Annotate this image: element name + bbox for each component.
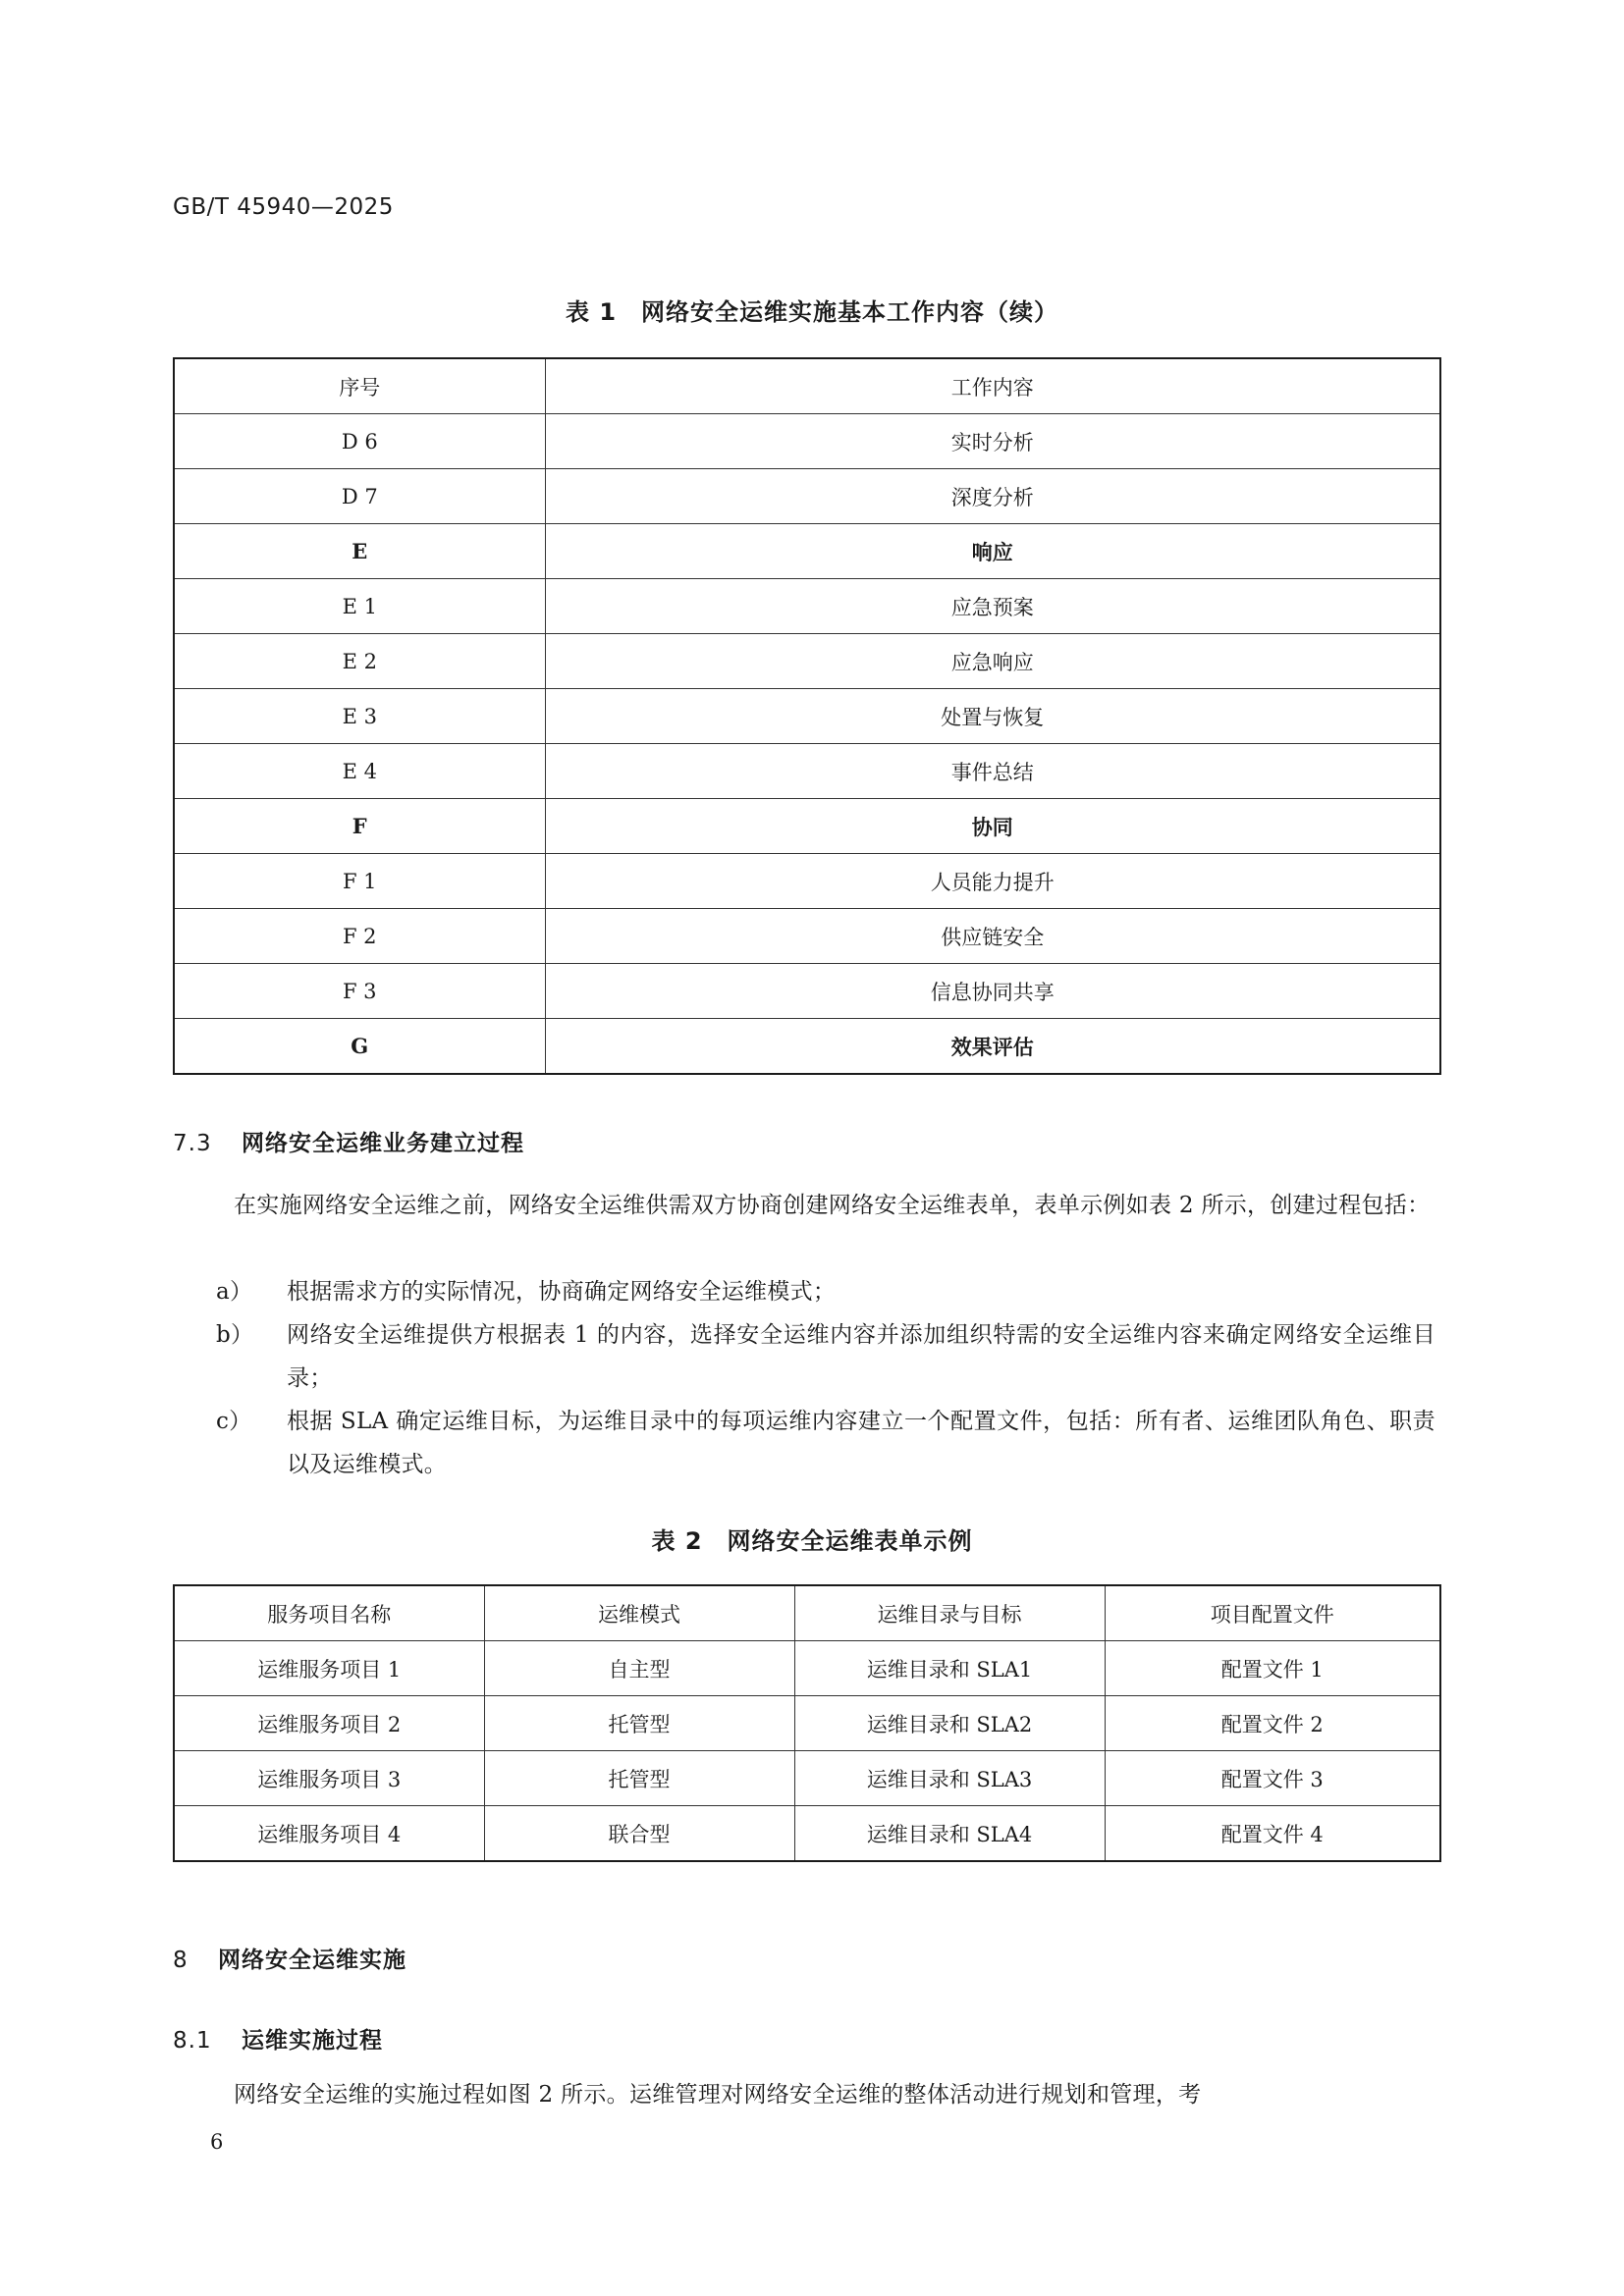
table-header-row [174,358,1440,414]
table-cell: F [174,799,545,854]
section-title: 运维实施过程 [242,2028,383,2054]
table-cell: E 1 [174,579,545,634]
table-row [174,1019,1440,1075]
table-row [174,689,1440,744]
section-title: 网络安全运维业务建立过程 [242,1131,524,1156]
table-cell: E 4 [174,744,545,799]
table-cell: 联合型 [484,1806,794,1862]
table-row [174,1806,1440,1862]
table1 [173,357,1441,1075]
table-cell: 供应链安全 [545,909,1440,964]
standard-number: GB/T 45940—2025 [173,194,394,220]
table-cell: 配置文件 3 [1105,1751,1440,1806]
table-cell: 信息协同共享 [545,964,1440,1019]
table-cell: E 2 [174,634,545,689]
table-row [174,909,1440,964]
table1-caption: 表 1 网络安全运维实施基本工作内容（续） [565,298,1059,326]
table-header-cell: 服务项目名称 [174,1585,484,1641]
table-cell: 处置与恢复 [545,689,1440,744]
list-text: 网络安全运维提供方根据表 1 的内容，选择安全运维内容并添加组织特需的安全运维内容来确定网络安全运维目录； [287,1322,1435,1391]
list-text: 根据需求方的实际情况，协商确定网络安全运维模式； [287,1279,837,1305]
section-8-heading [173,1942,406,1974]
table-cell: F 3 [174,964,545,1019]
table-header-row [174,1585,1440,1641]
table-cell: 运维服务项目 3 [174,1751,484,1806]
table-header-cell: 运维目录与目标 [794,1585,1105,1641]
table-cell: 协同 [545,799,1440,854]
list-item-a [216,1270,1439,1313]
table-cell: E 3 [174,689,545,744]
table-row [174,1696,1440,1751]
table-row [174,744,1440,799]
table-cell: 人员能力提升 [545,854,1440,909]
table-cell: 事件总结 [545,744,1440,799]
table-cell: G [174,1019,545,1075]
table-row [174,964,1440,1019]
table-cell: 效果评估 [545,1019,1440,1075]
table-cell: 运维目录和 SLA2 [794,1696,1105,1751]
section-7-3-intro: 在实施网络安全运维之前，网络安全运维供需双方协商创建网络安全运维表单，表单示例如表 2 所示，创建过程包括： [234,1193,1431,1218]
table-cell: 运维服务项目 1 [174,1641,484,1696]
table-cell: 运维服务项目 4 [174,1806,484,1862]
table-cell: 应急响应 [545,634,1440,689]
list-mark: c） [216,1409,252,1434]
table-cell: 运维目录和 SLA1 [794,1641,1105,1696]
section-number: 8 [173,1948,189,1973]
table-cell: 运维目录和 SLA3 [794,1751,1105,1806]
table-header-cell: 运维模式 [484,1585,794,1641]
table-row [174,414,1440,469]
section-number: 7.3 [173,1131,212,1156]
table-cell: 深度分析 [545,469,1440,524]
table-cell: 自主型 [484,1641,794,1696]
section-7-3-heading [173,1125,524,1157]
table-row [174,634,1440,689]
table-cell: F 1 [174,854,545,909]
list-item-b [216,1313,1439,1400]
table-cell: 配置文件 4 [1105,1806,1440,1862]
table-row [174,799,1440,854]
table2-caption: 表 2 网络安全运维表单示例 [651,1527,973,1555]
table-cell: F 2 [174,909,545,964]
table-cell: 配置文件 1 [1105,1641,1440,1696]
table-row [174,469,1440,524]
table-cell: 配置文件 2 [1105,1696,1440,1751]
table-cell: D 6 [174,414,545,469]
table-row [174,1751,1440,1806]
table-row [174,524,1440,579]
table-row [174,854,1440,909]
section-8-1-heading [173,2022,383,2055]
table-cell: 托管型 [484,1751,794,1806]
page-number: 6 [210,2130,224,2154]
table-cell: 应急预案 [545,579,1440,634]
table-header-cell: 序号 [174,358,545,414]
list-mark: a） [216,1279,253,1305]
table-cell: 响应 [545,524,1440,579]
section-title: 网络安全运维实施 [218,1948,406,1973]
table-cell: D 7 [174,469,545,524]
table-row [174,1641,1440,1696]
table-cell: 运维目录和 SLA4 [794,1806,1105,1862]
section-8-1-paragraph: 网络安全运维的实施过程如图 2 所示。运维管理对网络安全运维的整体活动进行规划和管理，考 [234,2082,1202,2108]
list-mark: b） [216,1322,254,1348]
section-number: 8.1 [173,2028,212,2054]
table-cell: E [174,524,545,579]
table-cell: 托管型 [484,1696,794,1751]
table-cell: 实时分析 [545,414,1440,469]
list-item-c [216,1400,1439,1486]
table-header-cell: 项目配置文件 [1105,1585,1440,1641]
table2 [173,1584,1441,1862]
table-cell: 运维服务项目 2 [174,1696,484,1751]
list-text: 根据 SLA 确定运维目标，为运维目录中的每项运维内容建立一个配置文件，包括：所有者、运维团队角色、职责以及运维模式。 [287,1409,1435,1477]
table-row [174,579,1440,634]
table-header-cell: 工作内容 [545,358,1440,414]
